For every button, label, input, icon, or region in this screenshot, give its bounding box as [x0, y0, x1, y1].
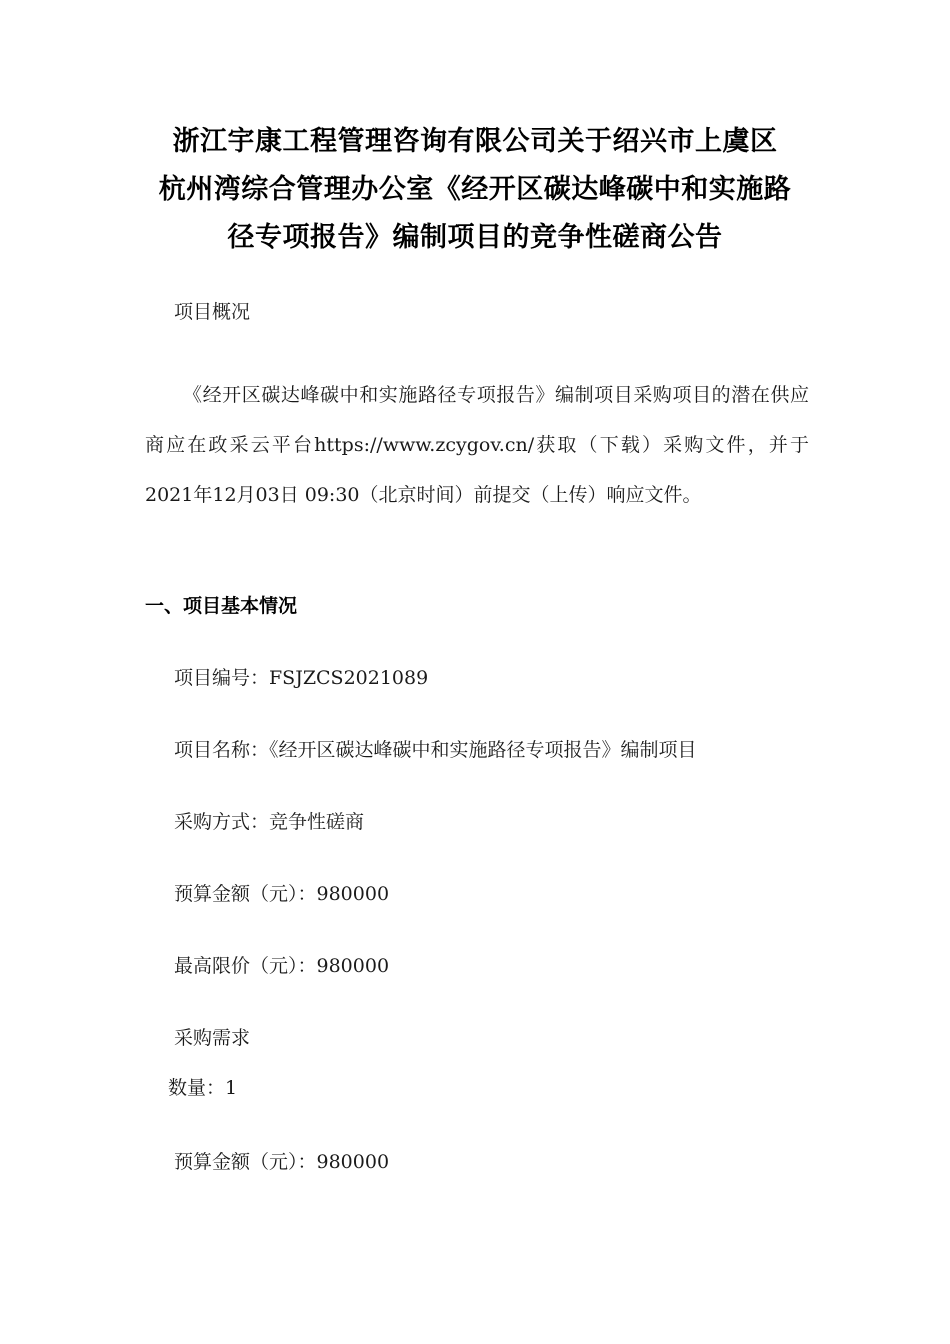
section-heading-basic-info: 一、项目基本情况: [145, 595, 298, 617]
overview-label: 项目概况: [174, 301, 251, 323]
procurement-method: 采购方式：竞争性磋商: [174, 811, 365, 833]
budget-amount: 预算金额（元）：980000: [174, 883, 390, 905]
budget-amount-requirement: 预算金额（元）：980000: [174, 1151, 390, 1173]
title-line-2: 杭州湾综合管理办公室《经开区碳达峰碳中和实施路: [158, 174, 792, 205]
quantity: 数量：1: [168, 1077, 238, 1099]
title-line-3: 径专项报告》编制项目的竞争性磋商公告: [227, 222, 723, 253]
document-title: [145, 118, 805, 262]
title-line-1: 浙江宇康工程管理咨询有限公司关于绍兴市上虞区: [172, 126, 778, 157]
procurement-requirement-label: 采购需求: [174, 1027, 251, 1049]
project-name: 项目名称：《经开区碳达峰碳中和实施路径专项报告》编制项目: [174, 739, 697, 761]
overview-paragraph: 《经开区碳达峰碳中和实施路径专项报告》编制项目采购项目的潜在供应商应在政采云平台https://www.zcygov.cn/获取（下载）采购文件，并于2021年12月03日 09:30（北京时间）前提交（上传）响应文件。: [145, 384, 809, 506]
project-number: 项目编号：FSJZCS2021089: [174, 667, 429, 689]
max-price: 最高限价（元）：980000: [174, 955, 390, 977]
